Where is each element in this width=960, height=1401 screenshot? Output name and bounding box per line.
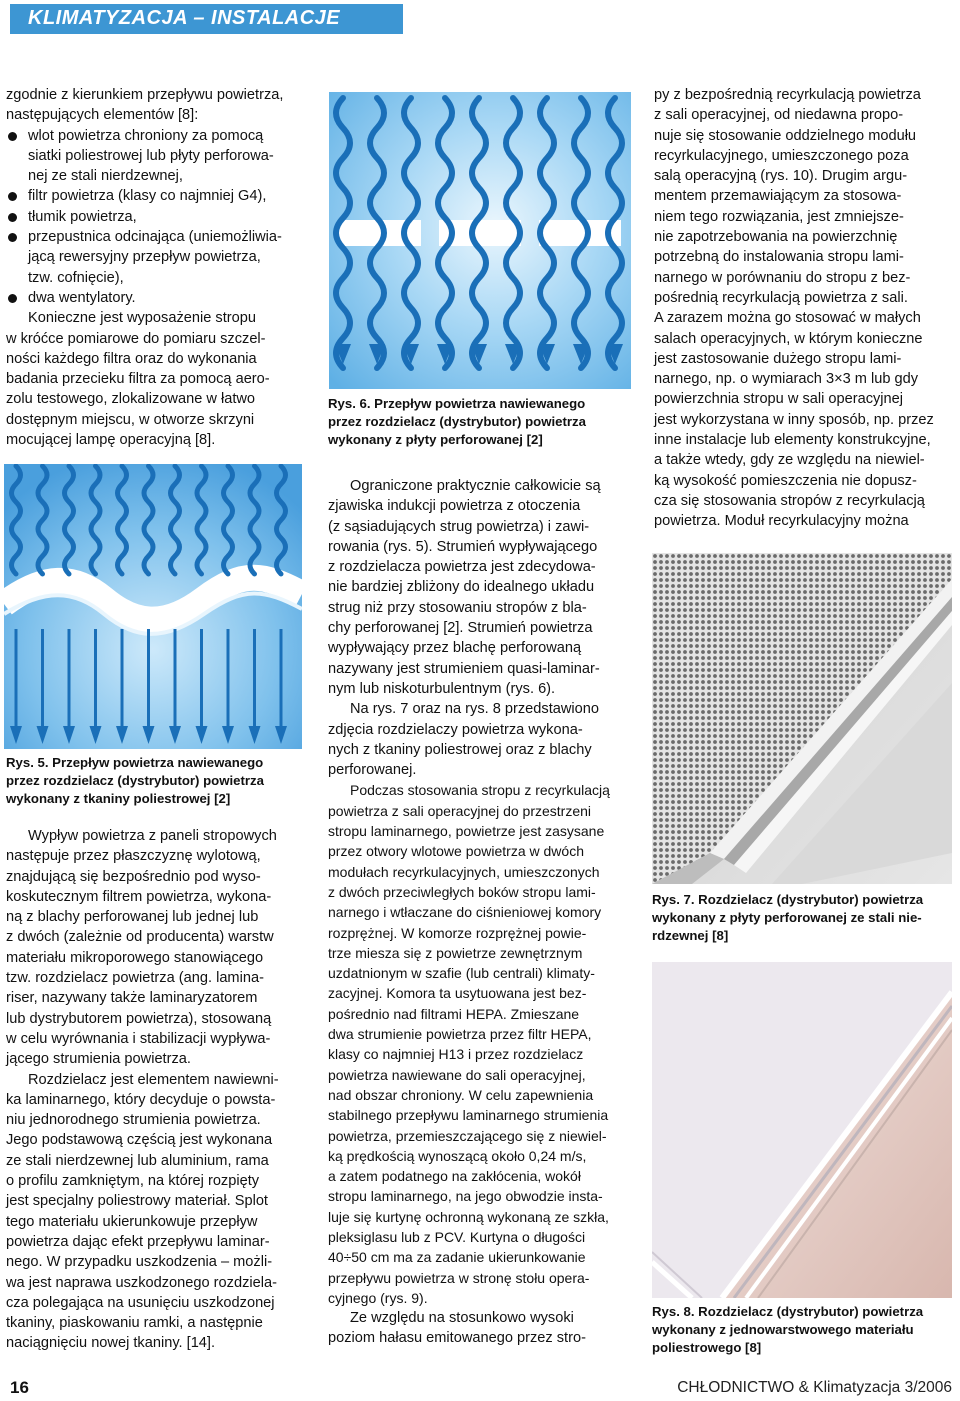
column-2-text [328,476,628,1349]
section-header-bar [10,4,403,34]
paragraph: Podczas stosowania stropu z recyrkulacją powietrza z sali operacyjnej do przestrzeni stropu laminarnego, powietrze jest zasysane przez otwory wlotowe powietrza w dwóch modułach recyrkulacyjnych, umieszczonych z dwóch przeciwległych boków stropu lami- narnego i wtłaczane do ciśnieniowej komory rozprężnej. W komorze rozprężnej powie- trze miesza się z powietrze zewnętrznym uzdatnionym w szafie (lub centrali) klimaty- zacyjnej. Komora ta usytuowana jest bez- pośrednio nad filtrami HEPA. Zmieszane dwa strumienie powietrza przez filtr HEPA, klasy co najmniej H13 i przez rozdzielacz powietrza nawiewane do sali operacyjnej, nad obszar chroniony. W celu zapewnienia stabilnego przepływu laminarnego strumienia powietrza, przemieszczającego się z niewiel- ką prędkością wynoszącą około 0,24 m/s, a zatem podatnego na zakłócenia, wokół stropu laminarnego, na jego obwodzie insta- luje się kurtynę ochronną wykonaną ze szkła, pleksiglasu lub z PCV. Kurtyna o długości 40÷50 cm ma za zadanie ukierunkowanie przepływu powietrza w stronę stołu opera- cyjnego (rys. 9). [328,782,610,1306]
section-title: KLIMATYZACJA – INSTALACJE [28,7,341,29]
list-item: wlot powietrza chroniony za pomocą siatki poliestrowej lub płyty perforowa- nej ze stali nierdzewnej, [6,126,302,187]
paragraph: py z bezpośrednią recyrkulacją powietrza z sali operacyjnej, od niedawna propo- nuje się stosowanie oddzielnego modułu recyrkulacyjnego, umieszczonego poza salą operacyjną (rys. 10). Drugim argu- mentem przemawiającym za stosowa- niem tego rozwiązania, jest zmniejsze- nie zapotrzebowania na powierzchnię potrzebną do instalowania stropu lami- narnego w porównaniu do stropu z bez- pośrednią recyrkulacją powietrza z sali. A zarazem można go stosować w małych salach operacyjnych, w którym konieczne jest zastosowanie dużego stropu lami- narnego, np. o wymiarach 3×3 m lub gdy powierzchnia stropu w sali operacyjnej jest wykorzystana w inny sposób, np. przez inne instalacje lub elementy konstrukcyjne, a także wtedy, gdy ze względu na niewiel- ką wysokość pomieszczenia nie dopusz- cza się stosowania stropów z recyrkulacją powietrza. Moduł recyrkulacyjny można [654,87,934,530]
intro-text: zgodnie z kierunkiem przepływu powietrza, następujących elementów [8]: [6,87,284,124]
column-3-text [654,85,954,532]
figure-5-caption: Rys. 5. Przepływ powietrza nawiewanego przez rozdzielacz (dystrybutor) powietrza wykonany z tkaniny poliestrowej [2] [6,755,264,806]
figure-8-caption: Rys. 8. Rozdzielacz (dystrybutor) powietrza wykonany z jednowarstwowego materiału poliestrowego [8] [652,1304,924,1355]
list-item: przepustnica odcinająca (uniemożliwia- jącą rewersyjny przepływ powietrza, tzw. cofnięcie), [6,227,302,288]
paragraph: Na rys. 7 oraz na rys. 8 przedstawiono zdjęcia rozdzielaczy powietrza wykona- nych z tkaniny poliestrowej oraz z blachy perforowanej. [328,701,600,779]
figure-5-fabric-airflow [4,464,302,749]
figure-7-caption: Rys. 7. Rozdzielacz (dystrybutor) powietrza wykonany z płyty perforowanej ze stali nie- rdzewnej [8] [652,892,924,943]
paragraph: Rozdzielacz jest elementem nawiewni- ka laminarnego, który decyduje o powsta- niu jednorodnego strumienia powietrza. Jego podstawową częścią jest wykonana ze stali nierdzewnej lub aluminium, rama o profilu zamkniętym, na której rozpięty jest specjalny poliestrowy materiał. Splot tego materiału ukierunkowuje przepływ powietrza dając efekt przepływu laminar- nego. W przypadku uszkodzenia – możli- wa jest naprawa uszkodzonego rozdziela- cza polegająca na usunięciu uszkodzonej tkaniny, piaskowaniu ramki, a następnie naciągnięciu nowej tkaniny. [14]. [6,1071,279,1352]
paragraph: Wypływ powietrza z paneli stropowych następuje przez płaszczyznę wylotową, znajdującą się bezpośrednio pod wyso- koskutecznym filtrem powietrza, wykona- ną z blachy perforowanej lub jednej lub z dwóch (zależnie od producenta) warstw materiału mikroporowego stanowiącego tzw. rozdzielacz powietrza (ang. lamina- riser, nazywany także laminaryzatorem lub dystrybutorem powietrza), stosowaną w celu wyrównania i stabilizacji wypływa- jącego strumienia powietrza. [6,828,277,1068]
figure-6-perforated-airflow [329,92,631,389]
figure-7-perforated-plate-photo [652,553,952,884]
paragraph: Ograniczone praktycznie całkowicie są zjawiska indukcji powietrza z otoczenia (z sąsiadujących strug powietrza) i zawi- rowania (rys. 5). Strumień wypływającego z rozdzielacza powietrza jest zdecydowa- nie bardziej zbliżony do idealnego układu strug niż przy stosowaniu stropów z bla- chy perforowanej [2]. Strumień powietrza wypływający przez blachę perforowaną nazywany jest strumieniem quasi-laminar- nym lub niskoturbulentnym (rys. 6). [328,478,601,697]
list-item: dwa wentylatory. [6,288,302,308]
component-list [6,126,302,309]
column-1-top [6,85,302,450]
journal-name: CHŁODNICTWO & Klimatyzacja 3/2006 [677,1379,952,1396]
column-1-bottom [6,826,302,1354]
paragraph: Konieczne jest wyposażenie stropu w króćce pomiarowe do pomiaru szczel- ności każdego filtra oraz do wykonania badania przecieku filtra za pomocą aero- zolu testowego, zlokalizowane w łatwo dostępnym miejscu, w otworze skrzyni mocującej lampę operacyjną [8]. [6,310,270,449]
list-item: tłumik powietrza, [6,207,302,227]
page-number: 16 [10,1378,29,1397]
figure-6-caption: Rys. 6. Przepływ powietrza nawiewanego przez rozdzielacz (dystrybutor) powietrza wykonany z płyty perforowanej [2] [328,396,586,447]
list-item: filtr powietrza (klasy co najmniej G4), [6,186,302,206]
figure-8-fabric-photo [652,962,952,1298]
paragraph: Ze względu na stosunkowo wysoki poziom hałasu emitowanego przez stro- [328,1310,586,1347]
